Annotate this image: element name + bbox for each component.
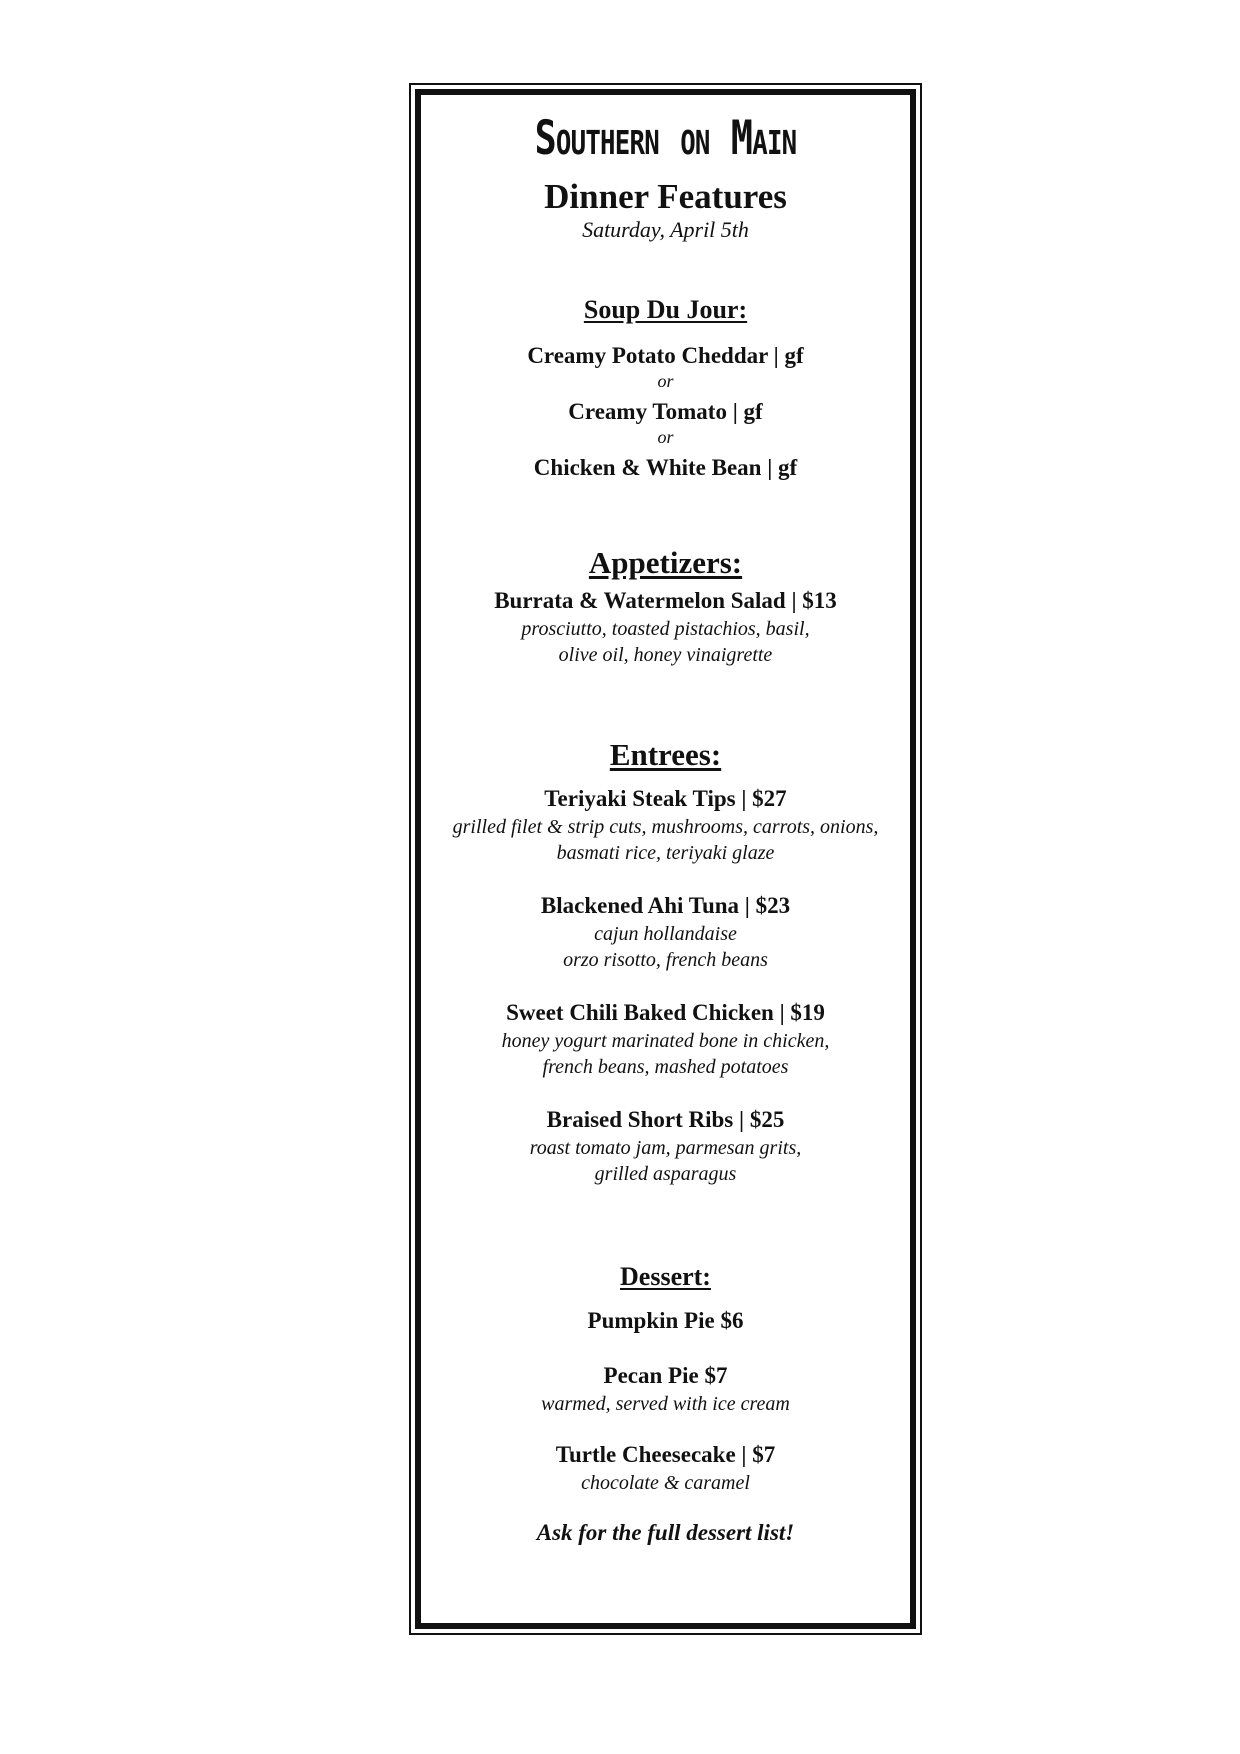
entree-description: orzo risotto, french beans xyxy=(563,949,768,971)
entree-description: roast tomato jam, parmesan grits, xyxy=(529,1137,802,1159)
dessert-name: Pecan Pie $7 xyxy=(603,1363,728,1388)
entree-description: grilled filet & strip cuts, mushrooms, carrots, onions, xyxy=(452,816,879,838)
entree-description: french beans, mashed potatoes xyxy=(542,1056,789,1078)
soup-separator: or xyxy=(657,427,674,447)
entree-description: honey yogurt marinated bone in chicken, xyxy=(501,1030,830,1052)
soup-separator: or xyxy=(657,371,674,391)
appetizer-description: olive oil, honey vinaigrette xyxy=(558,644,773,666)
soup-item: Chicken & White Bean | gf xyxy=(533,455,798,480)
dessert-heading: Dessert: xyxy=(620,1262,711,1291)
soup-heading: Soup Du Jour: xyxy=(583,295,748,324)
soup-item: Creamy Tomato | gf xyxy=(568,399,763,424)
dessert-description: chocolate & caramel xyxy=(581,1472,750,1494)
appetizer-name: Burrata & Watermelon Salad | $13 xyxy=(494,588,837,613)
entree-name: Blackened Ahi Tuna | $23 xyxy=(540,893,791,918)
dessert-description: warmed, served with ice cream xyxy=(541,1393,790,1415)
menu-subtitle: Dinner Features xyxy=(544,177,787,216)
appetizer-description: prosciutto, toasted pistachios, basil, xyxy=(521,618,810,640)
dessert-note: Ask for the full dessert list! xyxy=(536,1520,795,1545)
entree-description: cajun hollandaise xyxy=(594,923,737,945)
entree-name: Teriyaki Steak Tips | $27 xyxy=(544,786,787,811)
menu-date: Saturday, April 5th xyxy=(582,217,749,242)
entree-description: basmati rice, teriyaki glaze xyxy=(556,842,775,864)
soup-item: Creamy Potato Cheddar | gf xyxy=(527,343,804,368)
dessert-name: Pumpkin Pie $6 xyxy=(587,1308,744,1333)
menu-card xyxy=(421,95,910,1623)
appetizers-heading: Appetizers: xyxy=(588,545,743,580)
entree-name: Sweet Chili Baked Chicken | $19 xyxy=(506,1000,825,1025)
dessert-name: Turtle Cheesecake | $7 xyxy=(555,1442,776,1467)
entree-name: Braised Short Ribs | $25 xyxy=(546,1107,785,1132)
entree-description: grilled asparagus xyxy=(594,1163,737,1185)
restaurant-name: Southern on Main xyxy=(534,111,797,166)
entrees-heading: Entrees: xyxy=(609,737,722,772)
